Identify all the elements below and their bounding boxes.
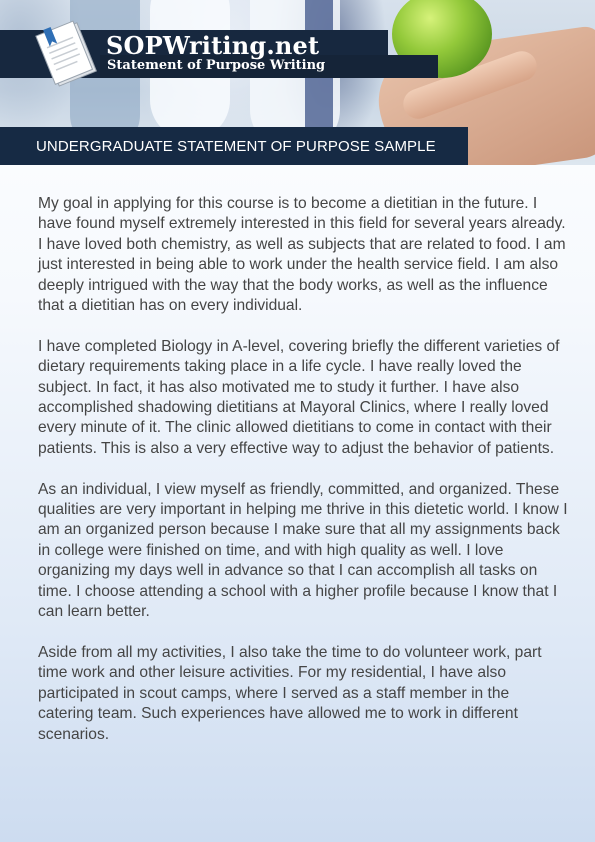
header-banner [0, 0, 595, 165]
page-title-bar [0, 127, 468, 165]
essay-body [38, 194, 568, 765]
brand-name: SOPWriting.net [106, 31, 320, 60]
essay-paragraph: As an individual, I view myself as friendly, committed, and organized. These qualities are very important in helping me thrive in this dietetic world. I know I am an organized person because I make sure that all my assignments back in college were finished on time, and with high quality as well. I love organizing my days well in advance so that I can accomplish all tasks on time. I choose attending a school with a higher profile because I know that I can learn better. [38, 480, 568, 621]
essay-paragraph: I have completed Biology in A-level, covering briefly the different varieties of dietary requirements taking place in a life cycle. I have really loved the subject. In fact, it has also motivated me to study it further. I have also accomplished shadowing dietitians at Mayoral Clinics, where I really loved every minute of it. The clinic allowed dietitians to come in contact with their patients. This is also a very effective way to adjust the behavior of patients. [38, 337, 560, 457]
essay-paragraph: My goal in applying for this course is to become a dietitian in the future. I have found myself extremely interested in this field for several years already. I have loved both chemistry, as well as subjects that are related to food. I am just interested in being able to work under the health service field. I am also deeply intrigued with the way that the body works, as well as the influence that a dietitian has on every individual. [38, 195, 566, 315]
essay-paragraph: Aside from all my activities, I also take the time to do volunteer work, part time work and other leisure activities. For my residential, I have also participated in scout camps, where I served as a staff member in the catering team. Such experiences have allowed me to work in different scenarios. [38, 643, 542, 743]
brand-tagline: Statement of Purpose Writing [107, 58, 326, 73]
document-bookmark-icon [34, 18, 104, 90]
page-title: UNDERGRADUATE STATEMENT OF PURPOSE SAMPLE [36, 138, 436, 155]
